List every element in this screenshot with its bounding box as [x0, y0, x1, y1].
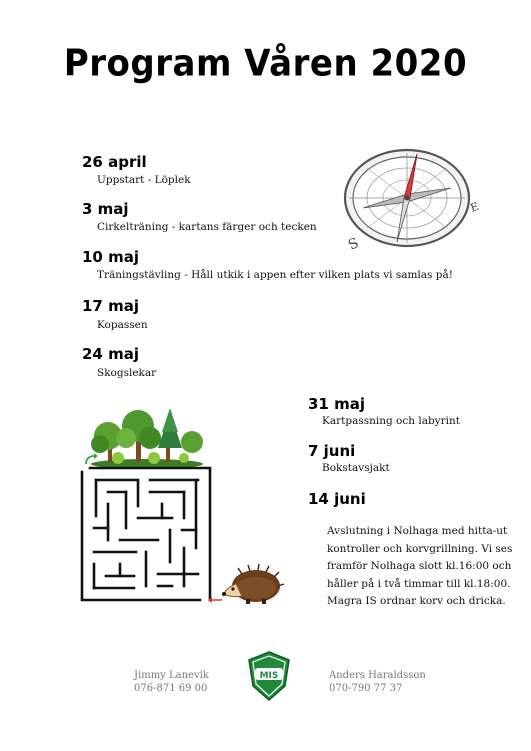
- page-title: Program Våren 2020: [63, 42, 468, 86]
- compass-letter-south: S: [345, 235, 362, 254]
- contact-left: [134, 669, 209, 695]
- contact-right: [329, 669, 426, 695]
- event-date: 3 maj: [82, 200, 129, 218]
- event-text: Skogslekar: [97, 367, 157, 379]
- event-text: Kopassen: [97, 319, 148, 331]
- event-date: 10 maj: [82, 248, 139, 266]
- maze-icon: [76, 458, 216, 608]
- contact-name: Anders Haraldsson: [329, 670, 426, 681]
- event-date: 17 maj: [82, 297, 139, 315]
- event-date: 31 maj: [308, 395, 365, 413]
- event-text: Kartpassning och labyrint: [322, 415, 460, 427]
- event-date: 7 juni: [308, 442, 356, 460]
- event-date: 26 april: [82, 153, 147, 171]
- event-text: Bokstavsjakt: [322, 462, 390, 474]
- event-text: Cirkelträning - kartans färger och tecken: [97, 221, 317, 233]
- event-date: 14 juni: [308, 490, 366, 508]
- event-date: 24 maj: [82, 345, 139, 363]
- compass-letter-east: E: [468, 199, 481, 215]
- contact-phone: 070-790 77 37: [329, 683, 403, 694]
- logo-text: MIS: [259, 671, 279, 681]
- event-text: Uppstart - Löplek: [97, 174, 191, 186]
- compass-icon: [335, 140, 495, 260]
- contact-name: Jimmy Lanevik: [134, 670, 209, 681]
- final-event-text: Avslutning i Nolhaga med hitta-ut kontroller och korvgrillning. Vi ses framför Nolhaga slott kl.16:00 och håller på i två timmar till kl.18:00. Magra IS ordnar korv och dricka.: [327, 525, 513, 607]
- event-text: Träningstävling - Håll utkik i appen efter vilken plats vi samlas på!: [97, 269, 453, 281]
- contact-phone: 076-871 69 00: [134, 683, 208, 694]
- hedgehog-icon: [222, 566, 282, 606]
- club-logo: [245, 650, 293, 702]
